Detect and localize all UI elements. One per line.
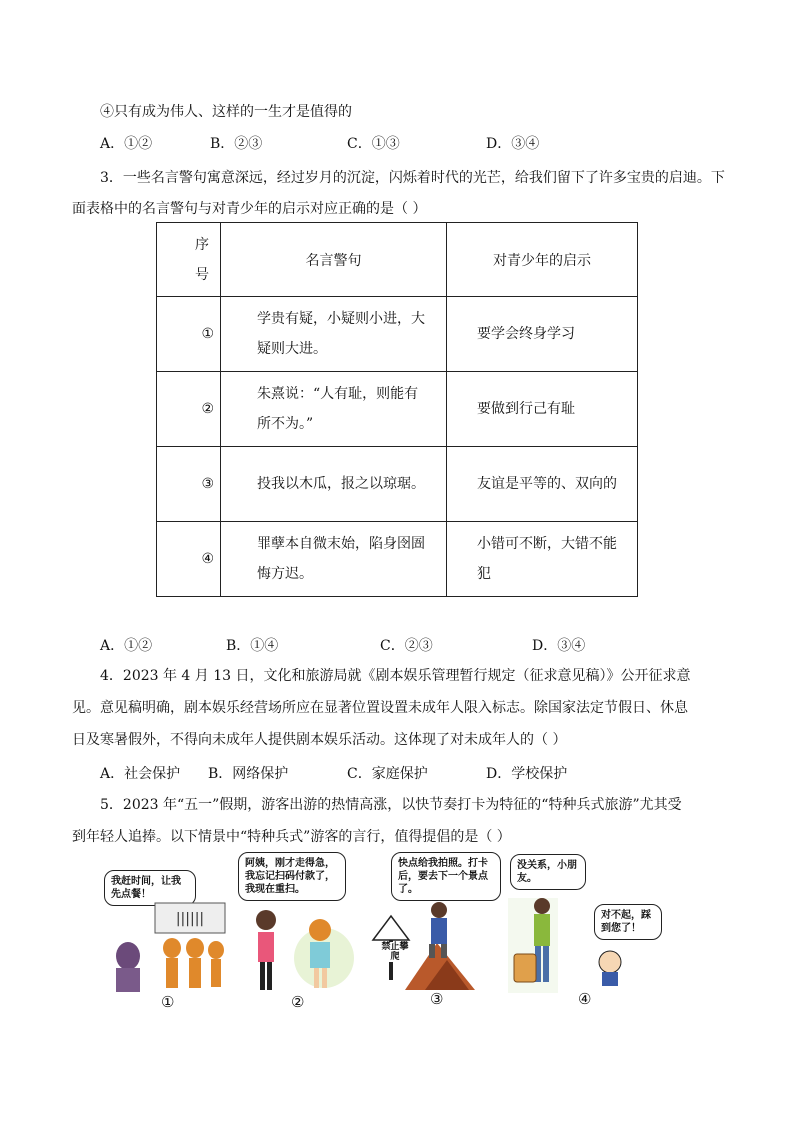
q3-row-seq: ② — [157, 372, 221, 447]
scene-3-sign: 禁止攀爬 — [379, 942, 411, 962]
scene-1-bubble: 我赶时间，让我先点餐！ — [104, 870, 196, 906]
scene-2-bubble: 阿姨，刚才走得急，我忘记扫码付款了，我现在重扫。 — [238, 852, 346, 901]
q2-statement-4: ④只有成为伟人、这样的一生才是值得的 — [100, 104, 352, 120]
q4-option-b: B．网络保护 — [208, 766, 289, 782]
scene-3-illustration — [365, 848, 505, 998]
scene-4-bubble-adult: 没关系，小朋友。 — [510, 854, 586, 890]
q3-row-lesson: 小错可不断，大错不能犯 — [447, 522, 638, 597]
q2-option-c: C．①③ — [347, 136, 400, 152]
q3-stem-line1: 3．一些名言警句寓意深远，经过岁月的沉淀，闪烁着时代的光芒，给我们留下了许多宝贵的启迪。下 — [100, 170, 725, 186]
table-row — [157, 447, 638, 522]
q4-option-c: C．家庭保护 — [347, 766, 428, 782]
q3-row-seq: ① — [157, 297, 221, 372]
scene-1-number: ① — [161, 993, 175, 1011]
svg-text:||||||: |||||| — [175, 911, 205, 927]
q3-option-a: A．①② — [100, 638, 153, 654]
table-row — [157, 522, 638, 597]
q3-row-quote: 罪孽本自微末始，陷身囹圄悔方迟。 — [221, 522, 447, 597]
scene-4-drawing — [508, 848, 658, 998]
scene-4-illustration — [508, 848, 658, 998]
q3-table — [156, 222, 638, 597]
scene-2-number: ② — [291, 993, 305, 1011]
q3-row-seq: ④ — [157, 522, 221, 597]
table-row — [157, 297, 638, 372]
q4-option-a: A．社会保护 — [100, 766, 181, 782]
q3-header-seq: 序 号 — [157, 223, 221, 297]
q3-row-seq: ③ — [157, 447, 221, 522]
scene-4-bubble-child: 对不起，踩到您了！ — [594, 904, 662, 940]
scene-1-illustration — [100, 848, 230, 1008]
q3-row-quote: 投我以木瓜，报之以琼琚。 — [221, 447, 447, 522]
scene-2-illustration — [234, 848, 354, 998]
q4-stem: 4．2023 年 4 月 13 日，文化和旅游局就《剧本娱乐管理暂行规定（征求意见稿）》公开征求意见。意见稿明确，剧本娱乐经营场所应在显著位置设置未成年人限入标志。除国家法定节假日、休息日及寒暑假外，不得向未成年人提供剧本娱乐活动。这体现了对未成年人的（ ） — [72, 668, 691, 748]
q3-stem-line2: 面表格中的名言警句与对青少年的启示对应正确的是（ ） — [72, 201, 427, 217]
q2-option-a: A．①② — [100, 136, 153, 152]
q3-option-d: D．③④ — [532, 638, 586, 654]
q3-header-lesson: 对青少年的启示 — [447, 223, 638, 297]
scene-4-number: ④ — [578, 990, 592, 1008]
q3-option-c: C．②③ — [380, 638, 433, 654]
q2-option-d: D．③④ — [486, 136, 540, 152]
q3-row-lesson: 要做到行己有耻 — [447, 372, 638, 447]
q3-row-lesson: 友谊是平等的、双向的 — [447, 447, 638, 522]
q4-option-d: D．学校保护 — [486, 766, 568, 782]
scene-3-number: ③ — [430, 990, 444, 1008]
q3-row-lesson: 要学会终身学习 — [447, 297, 638, 372]
q3-row-quote: 学贵有疑，小疑则小进，大疑则大进。 — [221, 297, 447, 372]
q3-option-b: B．①④ — [226, 638, 279, 654]
scene-3-drawing — [365, 848, 505, 998]
scene-3-bubble: 快点给我拍照。打卡后，要去下一个景点了。 — [391, 852, 501, 901]
scene-2-drawing — [234, 848, 354, 998]
q3-row-quote: 朱熹说：“人有耻，则能有所不为。” — [221, 372, 447, 447]
q3-table-header — [157, 223, 638, 297]
q3-header-quote: 名言警句 — [221, 223, 447, 297]
table-row — [157, 372, 638, 447]
q5-stem: 5．2023 年“五一”假期，游客出游的热情高涨，以快节奏打卡为特征的“特种兵式旅游”尤其受到年轻人追捧。以下情景中“特种兵式”游客的言行，值得提倡的是（ ） — [72, 797, 682, 845]
q2-option-b: B．②③ — [210, 136, 263, 152]
scene-1-drawing — [100, 848, 230, 1008]
